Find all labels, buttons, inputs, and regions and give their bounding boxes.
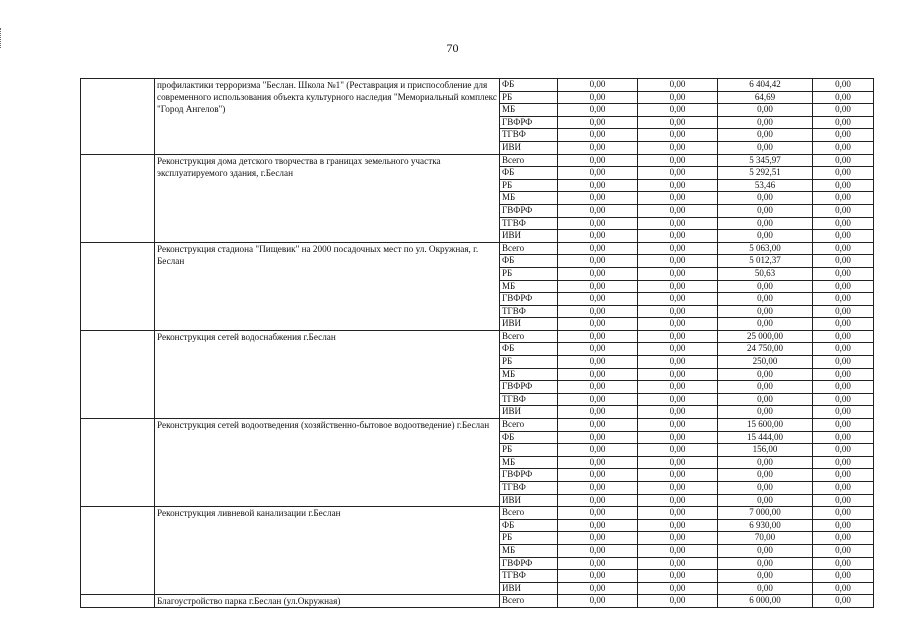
value-cell-3: 50,63 — [718, 267, 813, 280]
value-cell-3: 0,00 — [718, 406, 813, 419]
funding-source-cell: ТГВФ — [500, 305, 558, 318]
value-cell-4: 0,00 — [813, 356, 874, 369]
project-name-cell: Реконструкция ливневой канализации г.Беслан — [155, 507, 500, 595]
value-cell-3: 0,00 — [718, 104, 813, 117]
funding-source-cell: ИВИ — [500, 494, 558, 507]
value-cell-1: 0,00 — [558, 330, 638, 343]
value-cell-3: 0,00 — [718, 141, 813, 154]
value-cell-1: 0,00 — [558, 230, 638, 243]
value-cell-1: 0,00 — [558, 129, 638, 142]
value-cell-3: 156,00 — [718, 444, 813, 457]
funding-source-cell: ГВФРФ — [500, 381, 558, 394]
value-cell-1: 0,00 — [558, 570, 638, 583]
item-number-cell — [81, 79, 155, 155]
value-cell-1: 0,00 — [558, 507, 638, 520]
value-cell-2: 0,00 — [638, 204, 718, 217]
funding-source-cell: ТГВФ — [500, 393, 558, 406]
value-cell-3: 5 292,51 — [718, 167, 813, 180]
value-cell-3: 0,00 — [718, 570, 813, 583]
funding-source-cell: РБ — [500, 267, 558, 280]
item-number-cell — [81, 242, 155, 330]
value-cell-3: 0,00 — [718, 217, 813, 230]
value-cell-1: 0,00 — [558, 141, 638, 154]
funding-source-cell: ФБ — [500, 519, 558, 532]
funding-source-cell: РБ — [500, 532, 558, 545]
project-name-cell: Благоустройство парка г.Беслан (ул.Окружная) — [155, 595, 500, 608]
value-cell-2: 0,00 — [638, 532, 718, 545]
funding-source-cell: РБ — [500, 179, 558, 192]
value-cell-4: 0,00 — [813, 431, 874, 444]
value-cell-4: 0,00 — [813, 230, 874, 243]
value-cell-3: 0,00 — [718, 116, 813, 129]
funding-source-cell: ТГВФ — [500, 570, 558, 583]
value-cell-2: 0,00 — [638, 318, 718, 331]
value-cell-2: 0,00 — [638, 519, 718, 532]
funding-source-cell: ИВИ — [500, 141, 558, 154]
value-cell-3: 0,00 — [718, 305, 813, 318]
value-cell-4: 0,00 — [813, 469, 874, 482]
funding-source-cell: Всего — [500, 419, 558, 432]
value-cell-2: 0,00 — [638, 255, 718, 268]
value-cell-3: 15 444,00 — [718, 431, 813, 444]
funding-source-cell: ГВФРФ — [500, 204, 558, 217]
value-cell-1: 0,00 — [558, 406, 638, 419]
value-cell-1: 0,00 — [558, 280, 638, 293]
value-cell-2: 0,00 — [638, 595, 718, 608]
page-number: 70 — [446, 41, 459, 55]
value-cell-2: 0,00 — [638, 356, 718, 369]
funding-source-cell: Всего — [500, 595, 558, 608]
item-number-cell — [81, 330, 155, 418]
value-cell-4: 0,00 — [813, 280, 874, 293]
value-cell-2: 0,00 — [638, 482, 718, 495]
value-cell-4: 0,00 — [813, 79, 874, 92]
value-cell-4: 0,00 — [813, 141, 874, 154]
value-cell-4: 0,00 — [813, 255, 874, 268]
value-cell-1: 0,00 — [558, 519, 638, 532]
value-cell-3: 53,46 — [718, 179, 813, 192]
value-cell-2: 0,00 — [638, 393, 718, 406]
value-cell-3: 6 000,00 — [718, 595, 813, 608]
value-cell-3: 5 012,37 — [718, 255, 813, 268]
value-cell-1: 0,00 — [558, 356, 638, 369]
value-cell-1: 0,00 — [558, 431, 638, 444]
value-cell-4: 0,00 — [813, 217, 874, 230]
funding-source-cell: МБ — [500, 368, 558, 381]
value-cell-2: 0,00 — [638, 557, 718, 570]
funding-source-cell: Всего — [500, 154, 558, 167]
table-row — [81, 79, 874, 92]
value-cell-3: 0,00 — [718, 293, 813, 306]
value-cell-2: 0,00 — [638, 91, 718, 104]
value-cell-4: 0,00 — [813, 242, 874, 255]
project-name-cell: Реконструкция сетей водоотведения (хозяйственно-бытовое водоотведение) г.Беслан — [155, 419, 500, 507]
value-cell-1: 0,00 — [558, 154, 638, 167]
value-cell-2: 0,00 — [638, 582, 718, 595]
value-cell-4: 0,00 — [813, 507, 874, 520]
value-cell-2: 0,00 — [638, 129, 718, 142]
value-cell-2: 0,00 — [638, 381, 718, 394]
project-name-cell: Реконструкция сетей водоснабжения г.Беслан — [155, 330, 500, 418]
project-name-cell: профилактики терроризма "Беслан. Школа №1" (Реставрация и приспособление для современного использования объекта культурного наследия "Мемориальный комплекс "Город Ангелов") — [155, 79, 500, 155]
value-cell-2: 0,00 — [638, 104, 718, 117]
funding-source-cell: МБ — [500, 544, 558, 557]
value-cell-4: 0,00 — [813, 557, 874, 570]
item-number-cell — [81, 507, 155, 595]
value-cell-4: 0,00 — [813, 482, 874, 495]
value-cell-3: 0,00 — [718, 230, 813, 243]
value-cell-2: 0,00 — [638, 267, 718, 280]
value-cell-4: 0,00 — [813, 595, 874, 608]
value-cell-3: 15 600,00 — [718, 419, 813, 432]
value-cell-1: 0,00 — [558, 494, 638, 507]
value-cell-3: 6 930,00 — [718, 519, 813, 532]
value-cell-1: 0,00 — [558, 544, 638, 557]
value-cell-2: 0,00 — [638, 280, 718, 293]
funding-source-cell: ИВИ — [500, 582, 558, 595]
value-cell-1: 0,00 — [558, 582, 638, 595]
value-cell-4: 0,00 — [813, 293, 874, 306]
value-cell-4: 0,00 — [813, 318, 874, 331]
value-cell-4: 0,00 — [813, 154, 874, 167]
value-cell-4: 0,00 — [813, 104, 874, 117]
value-cell-3: 0,00 — [718, 204, 813, 217]
value-cell-4: 0,00 — [813, 305, 874, 318]
value-cell-1: 0,00 — [558, 91, 638, 104]
value-cell-3: 0,00 — [718, 557, 813, 570]
table-row — [81, 330, 874, 343]
funding-source-cell: ТГВФ — [500, 482, 558, 495]
project-name-cell: Реконструкция дома детского творчества в границах земельного участка эксплуатируемого здания, г.Беслан — [155, 154, 500, 242]
value-cell-1: 0,00 — [558, 267, 638, 280]
funding-source-cell: ГВФРФ — [500, 116, 558, 129]
item-number-cell — [81, 595, 155, 608]
value-cell-3: 0,00 — [718, 393, 813, 406]
table-row — [81, 242, 874, 255]
value-cell-2: 0,00 — [638, 293, 718, 306]
value-cell-4: 0,00 — [813, 532, 874, 545]
value-cell-1: 0,00 — [558, 242, 638, 255]
value-cell-4: 0,00 — [813, 116, 874, 129]
value-cell-1: 0,00 — [558, 456, 638, 469]
value-cell-3: 0,00 — [718, 368, 813, 381]
value-cell-1: 0,00 — [558, 532, 638, 545]
value-cell-1: 0,00 — [558, 204, 638, 217]
value-cell-3: 5 063,00 — [718, 242, 813, 255]
table-row — [81, 154, 874, 167]
funding-source-cell: РБ — [500, 444, 558, 457]
value-cell-3: 0,00 — [718, 582, 813, 595]
value-cell-1: 0,00 — [558, 381, 638, 394]
value-cell-4: 0,00 — [813, 381, 874, 394]
value-cell-2: 0,00 — [638, 116, 718, 129]
value-cell-1: 0,00 — [558, 557, 638, 570]
value-cell-4: 0,00 — [813, 204, 874, 217]
budget-table — [80, 78, 874, 608]
value-cell-1: 0,00 — [558, 79, 638, 92]
value-cell-3: 0,00 — [718, 192, 813, 205]
value-cell-2: 0,00 — [638, 507, 718, 520]
funding-source-cell: ГВФРФ — [500, 469, 558, 482]
funding-source-cell: Всего — [500, 330, 558, 343]
value-cell-2: 0,00 — [638, 431, 718, 444]
value-cell-3: 5 345,97 — [718, 154, 813, 167]
value-cell-1: 0,00 — [558, 469, 638, 482]
value-cell-3: 0,00 — [718, 280, 813, 293]
value-cell-2: 0,00 — [638, 179, 718, 192]
value-cell-4: 0,00 — [813, 368, 874, 381]
value-cell-2: 0,00 — [638, 330, 718, 343]
value-cell-4: 0,00 — [813, 544, 874, 557]
table-row — [81, 419, 874, 432]
value-cell-4: 0,00 — [813, 570, 874, 583]
value-cell-4: 0,00 — [813, 129, 874, 142]
value-cell-3: 24 750,00 — [718, 343, 813, 356]
value-cell-3: 0,00 — [718, 318, 813, 331]
funding-source-cell: ИВИ — [500, 230, 558, 243]
value-cell-2: 0,00 — [638, 305, 718, 318]
funding-source-cell: МБ — [500, 104, 558, 117]
value-cell-2: 0,00 — [638, 544, 718, 557]
funding-source-cell: ТГВФ — [500, 217, 558, 230]
value-cell-3: 0,00 — [718, 482, 813, 495]
value-cell-1: 0,00 — [558, 318, 638, 331]
funding-source-cell: ИВИ — [500, 406, 558, 419]
value-cell-2: 0,00 — [638, 469, 718, 482]
funding-source-cell: ФБ — [500, 343, 558, 356]
value-cell-2: 0,00 — [638, 230, 718, 243]
item-number-cell — [81, 154, 155, 242]
value-cell-2: 0,00 — [638, 242, 718, 255]
value-cell-3: 64,69 — [718, 91, 813, 104]
funding-source-cell: Всего — [500, 507, 558, 520]
value-cell-4: 0,00 — [813, 91, 874, 104]
value-cell-4: 0,00 — [813, 192, 874, 205]
funding-source-cell: ФБ — [500, 79, 558, 92]
funding-source-cell: ГВФРФ — [500, 293, 558, 306]
value-cell-2: 0,00 — [638, 217, 718, 230]
value-cell-3: 0,00 — [718, 381, 813, 394]
value-cell-1: 0,00 — [558, 104, 638, 117]
value-cell-1: 0,00 — [558, 179, 638, 192]
value-cell-2: 0,00 — [638, 406, 718, 419]
value-cell-1: 0,00 — [558, 293, 638, 306]
funding-source-cell: ФБ — [500, 167, 558, 180]
value-cell-1: 0,00 — [558, 116, 638, 129]
value-cell-1: 0,00 — [558, 393, 638, 406]
value-cell-2: 0,00 — [638, 79, 718, 92]
table-row — [81, 595, 874, 608]
funding-source-cell: ИВИ — [500, 318, 558, 331]
value-cell-4: 0,00 — [813, 519, 874, 532]
value-cell-4: 0,00 — [813, 267, 874, 280]
funding-source-cell: ФБ — [500, 255, 558, 268]
funding-source-cell: РБ — [500, 91, 558, 104]
value-cell-1: 0,00 — [558, 343, 638, 356]
value-cell-2: 0,00 — [638, 444, 718, 457]
value-cell-1: 0,00 — [558, 368, 638, 381]
value-cell-1: 0,00 — [558, 192, 638, 205]
funding-source-cell: ГВФРФ — [500, 557, 558, 570]
value-cell-2: 0,00 — [638, 343, 718, 356]
value-cell-2: 0,00 — [638, 368, 718, 381]
value-cell-4: 0,00 — [813, 456, 874, 469]
value-cell-3: 250,00 — [718, 356, 813, 369]
value-cell-3: 0,00 — [718, 544, 813, 557]
funding-source-cell: МБ — [500, 280, 558, 293]
value-cell-4: 0,00 — [813, 406, 874, 419]
value-cell-2: 0,00 — [638, 192, 718, 205]
value-cell-4: 0,00 — [813, 330, 874, 343]
value-cell-1: 0,00 — [558, 595, 638, 608]
budget-table-body — [81, 79, 874, 608]
value-cell-4: 0,00 — [813, 179, 874, 192]
value-cell-1: 0,00 — [558, 305, 638, 318]
funding-source-cell: МБ — [500, 456, 558, 469]
value-cell-3: 0,00 — [718, 469, 813, 482]
value-cell-2: 0,00 — [638, 419, 718, 432]
value-cell-2: 0,00 — [638, 570, 718, 583]
value-cell-1: 0,00 — [558, 419, 638, 432]
funding-source-cell: ФБ — [500, 431, 558, 444]
funding-source-cell: Всего — [500, 242, 558, 255]
funding-source-cell: МБ — [500, 192, 558, 205]
value-cell-2: 0,00 — [638, 494, 718, 507]
value-cell-4: 0,00 — [813, 444, 874, 457]
value-cell-4: 0,00 — [813, 343, 874, 356]
value-cell-3: 6 404,42 — [718, 79, 813, 92]
value-cell-3: 70,00 — [718, 532, 813, 545]
value-cell-4: 0,00 — [813, 494, 874, 507]
funding-source-cell: ТГВФ — [500, 129, 558, 142]
value-cell-3: 0,00 — [718, 129, 813, 142]
value-cell-1: 0,00 — [558, 255, 638, 268]
value-cell-2: 0,00 — [638, 154, 718, 167]
value-cell-1: 0,00 — [558, 217, 638, 230]
value-cell-2: 0,00 — [638, 141, 718, 154]
value-cell-4: 0,00 — [813, 582, 874, 595]
value-cell-3: 25 000,00 — [718, 330, 813, 343]
table-row — [81, 507, 874, 520]
value-cell-3: 0,00 — [718, 494, 813, 507]
value-cell-1: 0,00 — [558, 167, 638, 180]
project-name-cell: Реконструкция стадиона "Пищевик" на 2000 посадочных мест по ул. Окружная, г. Беслан — [155, 242, 500, 330]
value-cell-2: 0,00 — [638, 167, 718, 180]
value-cell-4: 0,00 — [813, 167, 874, 180]
item-number-cell — [81, 419, 155, 507]
value-cell-4: 0,00 — [813, 393, 874, 406]
value-cell-1: 0,00 — [558, 482, 638, 495]
value-cell-3: 7 000,00 — [718, 507, 813, 520]
value-cell-1: 0,00 — [558, 444, 638, 457]
funding-source-cell: РБ — [500, 356, 558, 369]
value-cell-3: 0,00 — [718, 456, 813, 469]
value-cell-4: 0,00 — [813, 419, 874, 432]
value-cell-2: 0,00 — [638, 456, 718, 469]
